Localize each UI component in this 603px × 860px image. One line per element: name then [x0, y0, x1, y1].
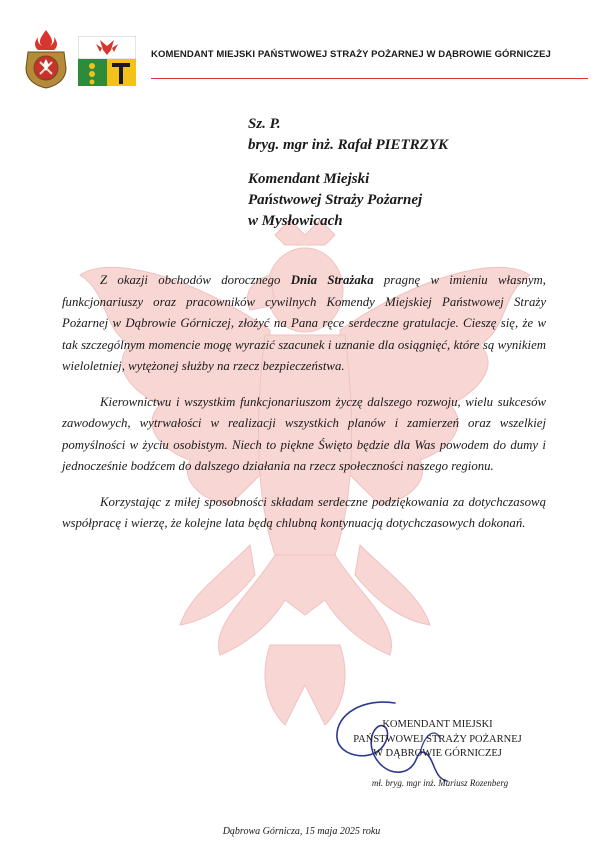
signature-line1: KOMENDANT MIEJSKI: [382, 719, 493, 730]
paragraph-1-start: Z okazji obchodów dorocznego: [100, 273, 291, 287]
place-and-date: Dąbrowa Górnicza, 15 maja 2025 roku: [222, 826, 381, 837]
letterhead-divider: [151, 78, 588, 79]
psp-emblem-icon: [20, 28, 72, 90]
letter-body: [62, 270, 546, 549]
city-coat-of-arms-icon: [78, 36, 136, 86]
paragraph-1: [62, 270, 546, 378]
signature-line3: W DĄBROWIE GÓRNICZEJ: [373, 748, 502, 759]
addressee-name: bryg. mgr inż. Rafał PIETRZYK: [248, 137, 449, 153]
paragraph-1-end: pragnę w imieniu własnym, funkcjonariuszy oraz pracowników cywilnych Komendy Miejskiej Państwowej Straży Pożarnej w Dąbrowie Górniczej, złożyć na Pana ręce serdeczne gratulacje. Cieszę się, że w tak szczególnym momencie mogę wyrazić szacunek i uznanie dla osiągnięć, które są wynikiem wieloletniej, wytężonej służby na rzecz bezpieczeństwa.: [62, 273, 546, 373]
letterhead: [18, 28, 588, 80]
addressee-salutation: Sz. P.: [248, 116, 281, 132]
paragraph-1-highlight: Dnia Strażaka: [290, 273, 374, 287]
signature-line2: PAŃSTWOWEJ STRAŻY POŻARNEJ: [353, 733, 522, 745]
addressee-block: [248, 114, 448, 232]
signer-name: mł. bryg. mgr inż. Mariusz Rozenberg: [371, 778, 509, 788]
addressee-role-line3: w Mysłowicach: [248, 213, 343, 229]
signature-block: [330, 718, 545, 762]
letterhead-title: KOMENDANT MIEJSKI PAŃSTWOWEJ STRAŻY POŻARNEJ W DĄBROWIE GÓRNICZEJ: [151, 49, 551, 60]
addressee-role-line2: Państwowej Straży Pożarnej: [248, 192, 423, 208]
addressee-role-line1: Komendant Miejski: [248, 171, 370, 187]
paragraph-2: Kierownictwu i wszystkim funkcjonariuszom życzę dalszego rozwoju, wielu sukcesów zawodowych, wytrwałości w realizacji wszystkich planów i zamierzeń oraz wszelkiej pomyślności w życiu osobistym. Niech to piękne Święto będzie dla Was powodem do dumy i jednocześnie bodźcem do dalszego działania na rzecz społeczności naszego regionu.: [62, 394, 546, 473]
paragraph-3: Korzystając z miłej sposobności składam serdeczne podziękowania za dotychczasową współpracę i wierzę, że kolejne lata będą chlubną kontynuacją dotychczasowych dokonań.: [62, 494, 546, 530]
